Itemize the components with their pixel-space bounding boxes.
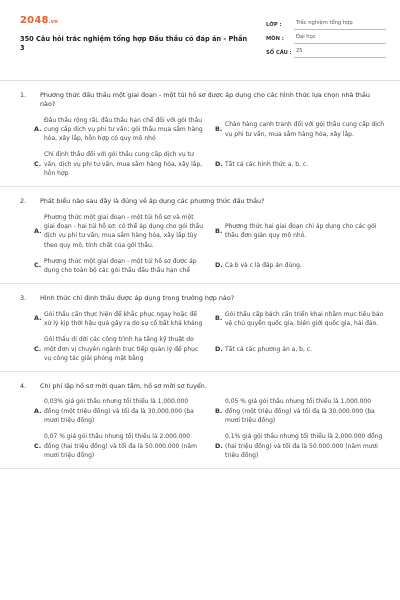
answer-option-b[interactable] <box>215 310 386 329</box>
answer-text: Gói thầu di dời các công trình hạ tầng kỹ thuật do một đơn vị chuyên ngành trực tiếp quản lý để phục vụ công tác giải phóng mặt bằng <box>44 336 199 362</box>
answer-text: Đấu thầu rộng rãi, đấu thầu hạn chế đối với gói thầu cung cấp dịch vụ phi tư vấn; gói thầu mua sắm hàng hóa, xây lắp, hỗn hợp có quy mô nhỏ <box>44 116 203 143</box>
header-meta <box>266 14 386 74</box>
answer-text: Tất cả các hình thức a, b, c. <box>225 160 309 168</box>
logo-tld-text: .vn <box>48 19 58 25</box>
answer-letter: B. <box>215 124 223 133</box>
answer-option-d[interactable] <box>215 150 386 178</box>
answer-letter: C. <box>34 261 42 270</box>
answer-text: 0,03% giá gói thầu nhưng tối thiểu là 1.000.000 đồng (một triệu đồng) và tối đa là 30.000.000 (ba mươi triệu đồng) <box>44 398 194 425</box>
question-2 <box>0 187 400 284</box>
answer-option-c[interactable] <box>34 257 205 276</box>
header-left <box>20 14 250 74</box>
answer-option-d[interactable] <box>215 257 386 276</box>
answer-text: Gói thầu cấp bách cần triển khai nhằm mục tiêu bảo vệ chủ quyền quốc gia, biên giới quốc gia, hải đảo. <box>225 310 384 327</box>
answer-letter: B. <box>215 406 223 415</box>
question-number: 3. <box>20 294 27 303</box>
logo-main-text: 2048 <box>20 15 49 26</box>
answer-option-a[interactable] <box>34 213 205 250</box>
answer-text: Cả b và c là đáp án đúng. <box>225 262 302 270</box>
answer-option-a[interactable] <box>34 397 205 425</box>
question-number: 4. <box>20 382 27 391</box>
question-stem <box>20 382 386 391</box>
meta-row-count <box>266 46 386 58</box>
answer-letter: B. <box>215 314 223 323</box>
answer-text: 0,05 % giá gói thầu nhưng tối thiểu là 1.000.000 đồng (một triệu đồng) và tối đa là 30.000.000 (ba mươi triệu đồng) <box>225 398 375 425</box>
question-text: Phương thức đấu thầu một giai đoạn - một túi hồ sơ được áp dụng cho các hình thức lựa chọn nhà thầu nào? <box>40 91 370 109</box>
question-stem <box>20 197 386 206</box>
meta-row-subject <box>266 32 386 44</box>
answer-option-b[interactable] <box>215 213 386 250</box>
question-stem <box>20 294 386 303</box>
question-text: Phát biểu nào sau đây là đúng về áp dụng các phương thức đấu thầu? <box>40 197 265 206</box>
answer-option-a[interactable] <box>34 116 205 144</box>
question-number: 1. <box>20 91 27 99</box>
answer-letter: A. <box>34 124 42 133</box>
worksheet-header <box>20 14 386 74</box>
answer-grid <box>20 310 386 363</box>
meta-key-count: SỐ CÂU : <box>266 50 292 57</box>
answer-letter: C. <box>34 344 42 353</box>
meta-value-class: Trắc nghiệm tổng hợp <box>294 20 386 30</box>
answer-letter: B. <box>215 226 223 235</box>
question-text: Chi phí lập hồ sơ mời quan tâm, hồ sơ mời sơ tuyển. <box>40 382 207 391</box>
document-title: 350 Câu hỏi trắc nghiệm tổng hợp Đấu thầu có đáp án - Phần 3 <box>20 34 248 53</box>
meta-value-subject: Đại học <box>294 34 386 44</box>
answer-grid <box>20 397 386 460</box>
answer-grid <box>20 213 386 276</box>
question-3 <box>0 284 400 372</box>
question-stem <box>20 91 386 110</box>
answer-text: Chào hàng cạnh tranh đối với gói thầu cung cấp dịch vụ phi tư vấn, mua sắm hàng hóa, xây lắp. <box>225 121 385 138</box>
answer-grid <box>20 116 386 179</box>
meta-key-class: LỚP : <box>266 22 282 29</box>
question-4 <box>0 372 400 469</box>
answer-letter: C. <box>34 159 42 168</box>
answer-letter: C. <box>34 441 42 450</box>
answer-text: 0,07 % giá gói thầu nhưng tối thiểu là 2.000.000 đồng (hai triệu đồng) và tối đa là 50.000.000 (năm mươi triệu đồng) <box>44 433 197 459</box>
answer-text: Chỉ định thầu đối với gói thầu cung cấp dịch vụ tư vấn, dịch vụ phi tư vấn, mua sắm hàng hóa, xây lắp, hỗn hợp <box>44 151 203 178</box>
answer-option-b[interactable] <box>215 116 386 144</box>
answer-text: Phương thức hai giai đoạn chỉ áp dụng cho các gói thầu đơn giản quy mô nhỏ. <box>225 222 377 240</box>
answer-option-a[interactable] <box>34 310 205 329</box>
question-number: 2. <box>20 197 27 206</box>
answer-text: 0,1% giá gói thầu nhưng tối thiểu là 2.000.000 đồng (hai triệu đồng) và tối đa là 50.000.000 (năm mươi triệu đồng) <box>225 433 383 459</box>
answer-text: Phương thức một giai đoạn - một túi hồ sơ và một giai đoạn - hai túi hồ sơ: có thể áp dụng cho gói thầu dịch vụ phi tư vấn, mua sắm hàng hóa, xây lắp tùy theo quy mô, tính chất của gói thầu. <box>44 213 204 249</box>
question-1 <box>0 81 400 187</box>
meta-key-subject: MÔN : <box>266 36 284 43</box>
answer-letter: A. <box>34 314 42 323</box>
answer-option-c[interactable] <box>34 432 205 460</box>
answer-option-b[interactable] <box>215 397 386 425</box>
answer-letter: A. <box>34 226 42 235</box>
answer-option-d[interactable] <box>215 335 386 363</box>
answer-option-c[interactable] <box>34 335 205 363</box>
answer-text: Tất cả các phương án a, b, c. <box>225 345 312 353</box>
answer-text: Gói thầu cần thực hiện để khắc phục ngay hoặc để xử lý kịp thời hậu quả gây ra do sự cố bất khả kháng <box>44 310 203 327</box>
meta-row-class <box>266 18 386 30</box>
meta-value-count: 25 <box>294 48 386 58</box>
answer-option-d[interactable] <box>215 432 386 460</box>
site-logo[interactable] <box>20 14 250 29</box>
question-text: Hình thức chỉ định thầu được áp dụng trong trường hợp nào? <box>40 294 235 303</box>
answer-letter: D. <box>215 261 223 270</box>
answer-letter: A. <box>34 406 42 415</box>
answer-letter: D. <box>215 344 223 353</box>
answer-letter: D. <box>215 159 223 168</box>
answer-text: Phương thức một giai đoạn - một túi hồ sơ được áp dụng cho toàn bộ các gói thầu đấu thầu hạn chế <box>44 257 197 275</box>
answer-letter: D. <box>215 441 223 450</box>
answer-option-c[interactable] <box>34 150 205 178</box>
